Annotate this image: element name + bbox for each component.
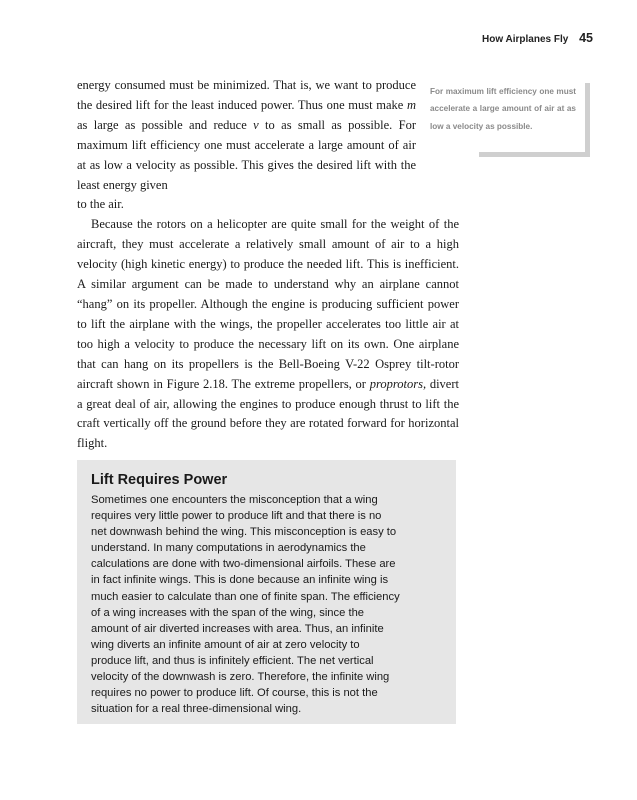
text-run: as large as possible and reduce [77,117,254,132]
page-number: 45 [579,31,593,45]
box-body [91,492,443,717]
box-line: situation for a real three-dimensional wing. [91,703,302,716]
pull-quote-text: For maximum lift efficiency one must accelerate a large amount of air at as low a velocity as possible. [430,87,576,131]
paragraph-end-line: to the air. [77,197,124,212]
variable-m: m [406,97,416,112]
box-line: requires no power to produce lift. Of course, this is not the [91,687,378,700]
main-text [77,76,459,454]
running-title: How Airplanes Fly [481,34,569,45]
text-run: Because the rotors on a helicopter are quite small for the weight of the aircraft, they must accelerate a relatively small amount of air to a high velocity (high kinetic energy) to produce the needed lift. This is inefficient. A similar argument can be made to understand why an airplane cannot “hang” on its propeller. Although the engine is producing sufficient power to lift the airplane with the wings, the propeller accelerates too little air at too high a velocity to produce the necessary lift on its own. One airplane that can hang on its propellers is the Bell-Boeing V-22 Osprey tilt-rotor aircraft shown in Figure 2.18. The extreme propellers, or [77,217,459,391]
box-line: much easier to calculate than one of finite span. The efficiency [91,590,400,603]
paragraph [77,76,416,195]
text-run: energy consumed must be minimized. That is, we want to produce the desired lift for the least induced power. Thus one must make [77,78,416,112]
box-line: understand. In many computations in aerodynamics the [91,542,366,555]
variable-v: v [253,117,259,132]
box-line: amount of air diverted increases with area. Thus, an infinite [91,622,384,635]
paragraph [77,215,459,454]
box-line: in fact infinite wings. This is done because an infinite wing is [91,574,389,587]
box-line: calculations are done with two-dimensional airfoils. These are [91,558,396,571]
box-line: produce lift, and thus is infinitely efficient. The net vertical [91,654,374,667]
running-header [482,31,593,45]
box-line: of a wing increases with the span of the wing, since the [91,606,365,619]
text-run: to as small as possible. For maximum lift efficiency one must accelerate a large amount of air at as low a velocity as possible. This gives the desired lift with the least energy given [77,117,416,192]
box-title: Lift Requires Power [91,472,228,488]
box-line: net downwash behind the wing. This misconception is easy to [91,526,397,539]
box-line: velocity of the downwash is zero. Therefore, the infinite wing [91,671,390,684]
box-line: wing diverts an infinite amount of air at zero velocity to [91,638,360,651]
text-run: divert a great deal of air, allowing the engines to produce enough thrust to lift the craft vertically off the ground before they are rotated forward for horizontal flight. [77,376,459,451]
box-line: requires very little power to produce lift and that there is no [91,510,382,523]
term-proprotors: proprotors, [369,376,427,391]
box-line: Sometimes one encounters the misconception that a wing [91,494,378,506]
sidebar-box [77,460,456,724]
